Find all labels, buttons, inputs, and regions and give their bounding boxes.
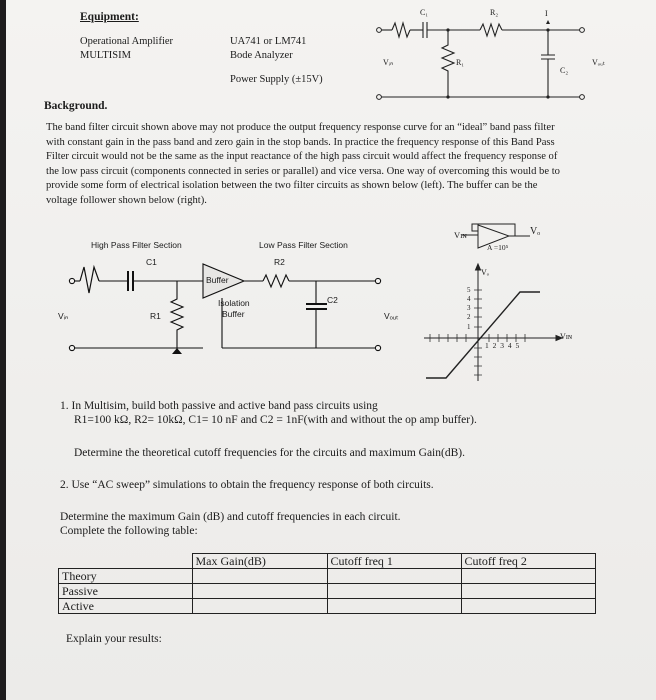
- c2-label: C2: [327, 295, 338, 305]
- question-1-values: R1=100 kΩ, R2= 10kΩ, C1= 10 nF and C2 = 1nF(with and without the op amp buffer).: [74, 414, 477, 426]
- question-1: 1. In Multisim, build both passive and active band pass circuits using: [60, 400, 378, 412]
- question-1-task: Determine the theoretical cutoff frequencies for the circuits and maximum Gain(dB).: [74, 447, 465, 459]
- y-tick-label: 1: [467, 323, 471, 331]
- row-label: Passive: [59, 584, 193, 599]
- vin-label: Vᵢₙ: [383, 58, 394, 67]
- y-tick-label: 4: [467, 295, 471, 303]
- y-tick-label: 3: [467, 304, 471, 312]
- buffer-label: Buffer: [206, 275, 229, 285]
- low-pass-label: Low Pass Filter Section: [259, 240, 348, 250]
- equipment-heading: Equipment:: [80, 11, 139, 23]
- equipment-item: MULTISIM: [80, 50, 131, 61]
- vin-label: Vᵢₙ: [58, 311, 69, 321]
- follower-vo-label: Vₒ: [530, 226, 541, 237]
- y-tick-label: 5: [467, 286, 471, 294]
- table-cell[interactable]: [192, 599, 327, 614]
- table-row: [59, 584, 596, 599]
- r1-label: R1: [150, 311, 161, 321]
- isolation-label: Buffer: [222, 309, 245, 319]
- table-cell[interactable]: [461, 584, 595, 599]
- x-tick-labels: 1 2 3 4 5: [485, 341, 521, 350]
- table-row: [59, 599, 596, 614]
- background-paragraph: The band filter circuit shown above may not produce the output frequency response curve for an “ideal” band pass filter with constant gain in the pass band and zero gain in the stop bands. In practice the frequency response of this Band Pass Filter circuit would not be the same as the input reactance of the high pass circuit would affect the frequency response of the low pass circuit (components connected in series or parallel) and vice versa. One way of overcoming this would be to provide some form of electrical isolation between the two filter circuits as shown below (left). The buffer can be the voltage follower shown below (right).: [46, 122, 560, 206]
- question-2-task: Determine the maximum Gain (dB) and cutoff frequencies in each circuit.: [60, 511, 401, 523]
- table-header-cell: Cutoff freq 1: [327, 554, 461, 569]
- axis-vo-label: Vₒ: [481, 268, 490, 277]
- current-label: I: [545, 9, 548, 18]
- table-header-cell: Max Gain(dB): [192, 554, 327, 569]
- y-tick-label: 2: [467, 313, 471, 321]
- equipment-item: Operational Amplifier: [80, 36, 174, 47]
- equipment-item: Power Supply (±15V): [230, 74, 323, 85]
- c1-label: C1: [146, 257, 157, 267]
- question-2-table-instruction: Complete the following table:: [60, 525, 198, 537]
- equipment-item: Bode Analyzer: [230, 50, 293, 61]
- table-cell[interactable]: [327, 569, 461, 584]
- follower-gain-label: A =10⁵: [487, 243, 509, 252]
- equipment-item: UA741 or LM741: [230, 36, 307, 47]
- explain-prompt: Explain your results:: [66, 633, 162, 645]
- follower-vin-label: Vɪɴ: [454, 230, 467, 240]
- r1-label: R₁: [456, 58, 465, 67]
- table-row: [59, 569, 596, 584]
- vout-label: Vₒᵤₜ: [592, 58, 606, 67]
- table-cell[interactable]: [461, 569, 595, 584]
- table-cell[interactable]: [327, 599, 461, 614]
- table-cell[interactable]: [327, 584, 461, 599]
- vout-label: Vₒᵤₜ: [384, 311, 399, 321]
- table-cell[interactable]: [192, 569, 327, 584]
- table-header-cell: Cutoff freq 2: [461, 554, 595, 569]
- table-cell[interactable]: [192, 584, 327, 599]
- table-cell[interactable]: [461, 599, 595, 614]
- table-header-row: [59, 554, 596, 569]
- axis-vin-label: Vɪɴ: [560, 332, 572, 341]
- question-2: 2. Use “AC sweep” simulations to obtain the frequency response of both circuits.: [60, 479, 434, 491]
- row-label: Theory: [59, 569, 193, 584]
- c1-label: C₁: [420, 8, 429, 17]
- row-label: Active: [59, 599, 193, 614]
- results-table: [58, 553, 596, 614]
- high-pass-label: High Pass Filter Section: [91, 240, 182, 250]
- background-heading: Background.: [44, 100, 108, 112]
- isolation-label: Isolation: [218, 298, 250, 308]
- c2-label: C₂: [560, 66, 569, 75]
- r2-label: R₂: [490, 8, 499, 17]
- r2-label: R2: [274, 257, 285, 267]
- table-header-cell: [59, 554, 193, 569]
